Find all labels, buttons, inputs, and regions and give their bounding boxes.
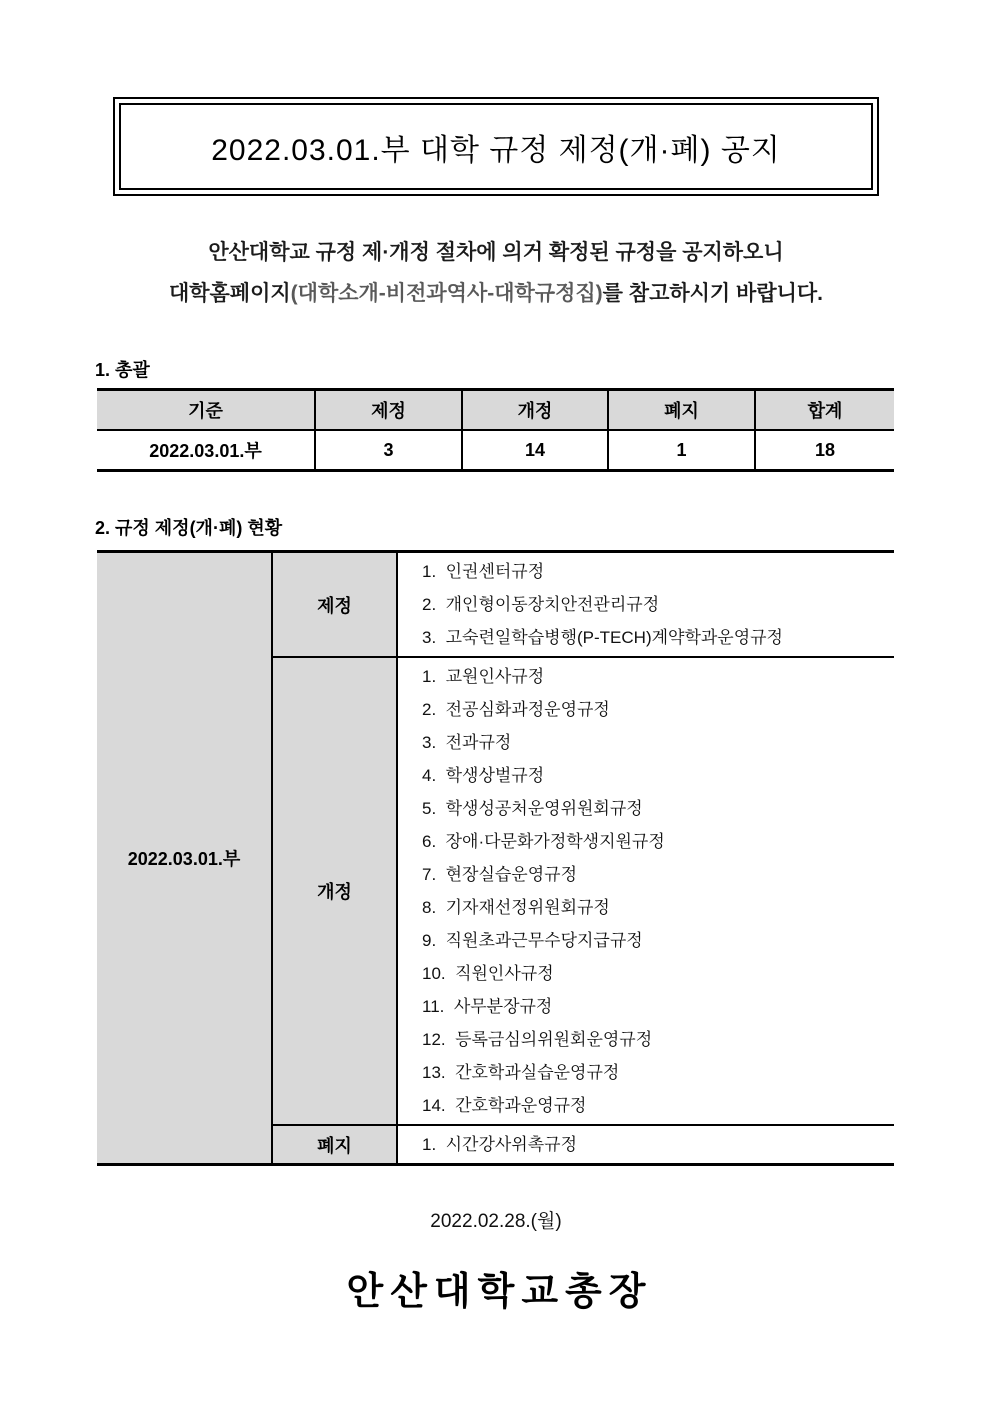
summary-cell-abolished-count: 1 — [607, 431, 754, 469]
regulation-item: 6. 장애·다문화가정학생지원규정 — [422, 832, 665, 851]
group-enacted-label: 제정 — [273, 553, 398, 656]
title-box — [113, 97, 879, 196]
summary-header-standard: 기준 — [188, 401, 223, 421]
group-enacted-items — [398, 553, 894, 656]
regulation-item: 1. 교원인사규정 — [422, 667, 545, 686]
group-revised — [273, 656, 894, 1124]
group-revised-label: 개정 — [273, 658, 398, 1124]
summary-cell-revised-count: 14 — [461, 431, 607, 469]
status-table-main — [273, 553, 894, 1163]
intro-paragraph — [0, 232, 992, 314]
notice-date: 2022.02.28.(월) — [430, 1211, 562, 1232]
intro-line-1: 안산대학교 규정 제·개정 절차에 의거 확정된 규정을 공지하오니 — [208, 241, 784, 264]
regulation-item: 12. 등록금심의위원회운영규정 — [422, 1030, 653, 1049]
regulation-item: 8. 기자재선정위원회규정 — [422, 898, 610, 917]
group-revised-items — [398, 658, 894, 1124]
page-title: 2022.03.01.부 대학 규정 제정(개·폐) 공지 — [211, 133, 781, 167]
regulation-item: 3. 전과규정 — [422, 733, 512, 752]
regulation-item: 3. 고숙련일학습병행(P-TECH)계약학과운영규정 — [422, 628, 783, 647]
summary-cell-standard: 2022.03.01.부 — [149, 441, 262, 461]
summary-header-enacted: 제정 — [314, 391, 461, 429]
status-table — [97, 550, 894, 1166]
regulation-item: 7. 현장실습운영규정 — [422, 865, 577, 884]
regulation-item: 14. 간호학과운영규정 — [422, 1096, 587, 1115]
section1-heading: 1. 총괄 — [95, 360, 150, 380]
summary-cell-total-count: 18 — [754, 431, 894, 469]
regulation-item: 13. 간호학과실습운영규정 — [422, 1063, 620, 1082]
group-enacted — [273, 553, 894, 656]
intro-line-2 — [0, 273, 992, 314]
group-abolished — [273, 1124, 894, 1163]
summary-header-total: 합계 — [754, 391, 894, 429]
regulation-item: 1. 시간강사위촉규정 — [422, 1135, 577, 1154]
regulation-item: 1. 인권센터규정 — [422, 562, 545, 581]
signature-president: 안산대학교총장 — [346, 1271, 653, 1313]
regulation-item: 4. 학생상벌규정 — [422, 766, 545, 785]
intro-homepage-path: (대학소개-비전과역사-대학규정집) — [290, 282, 603, 305]
summary-header-abolished: 폐지 — [607, 391, 754, 429]
status-date-cell: 2022.03.01.부 — [97, 553, 273, 1163]
summary-cell-enacted-count: 3 — [314, 431, 461, 469]
title-box-inner — [119, 103, 873, 190]
group-abolished-items — [398, 1126, 894, 1163]
summary-table — [97, 388, 894, 472]
regulation-item: 2. 개인형이동장치안전관리규정 — [422, 595, 660, 614]
regulation-item: 10. 직원인사규정 — [422, 964, 554, 983]
intro-homepage-label: 대학홈페이지 — [168, 282, 291, 305]
intro-line-2-suffix: 를 참고하시기 바랍니다. — [602, 282, 824, 305]
group-abolished-label: 폐지 — [273, 1126, 398, 1163]
section2-heading: 2. 규정 제정(개·폐) 현황 — [95, 518, 283, 538]
regulation-item: 5. 학생성공처운영위원회규정 — [422, 799, 643, 818]
summary-table-header-row — [97, 391, 894, 431]
regulation-item: 9. 직원초과근무수당지급규정 — [422, 931, 643, 950]
summary-header-revised: 개정 — [461, 391, 607, 429]
summary-table-data-row — [97, 431, 894, 469]
regulation-item: 2. 전공심화과정운영규정 — [422, 700, 610, 719]
regulation-item: 11. 사무분장규정 — [422, 997, 553, 1016]
